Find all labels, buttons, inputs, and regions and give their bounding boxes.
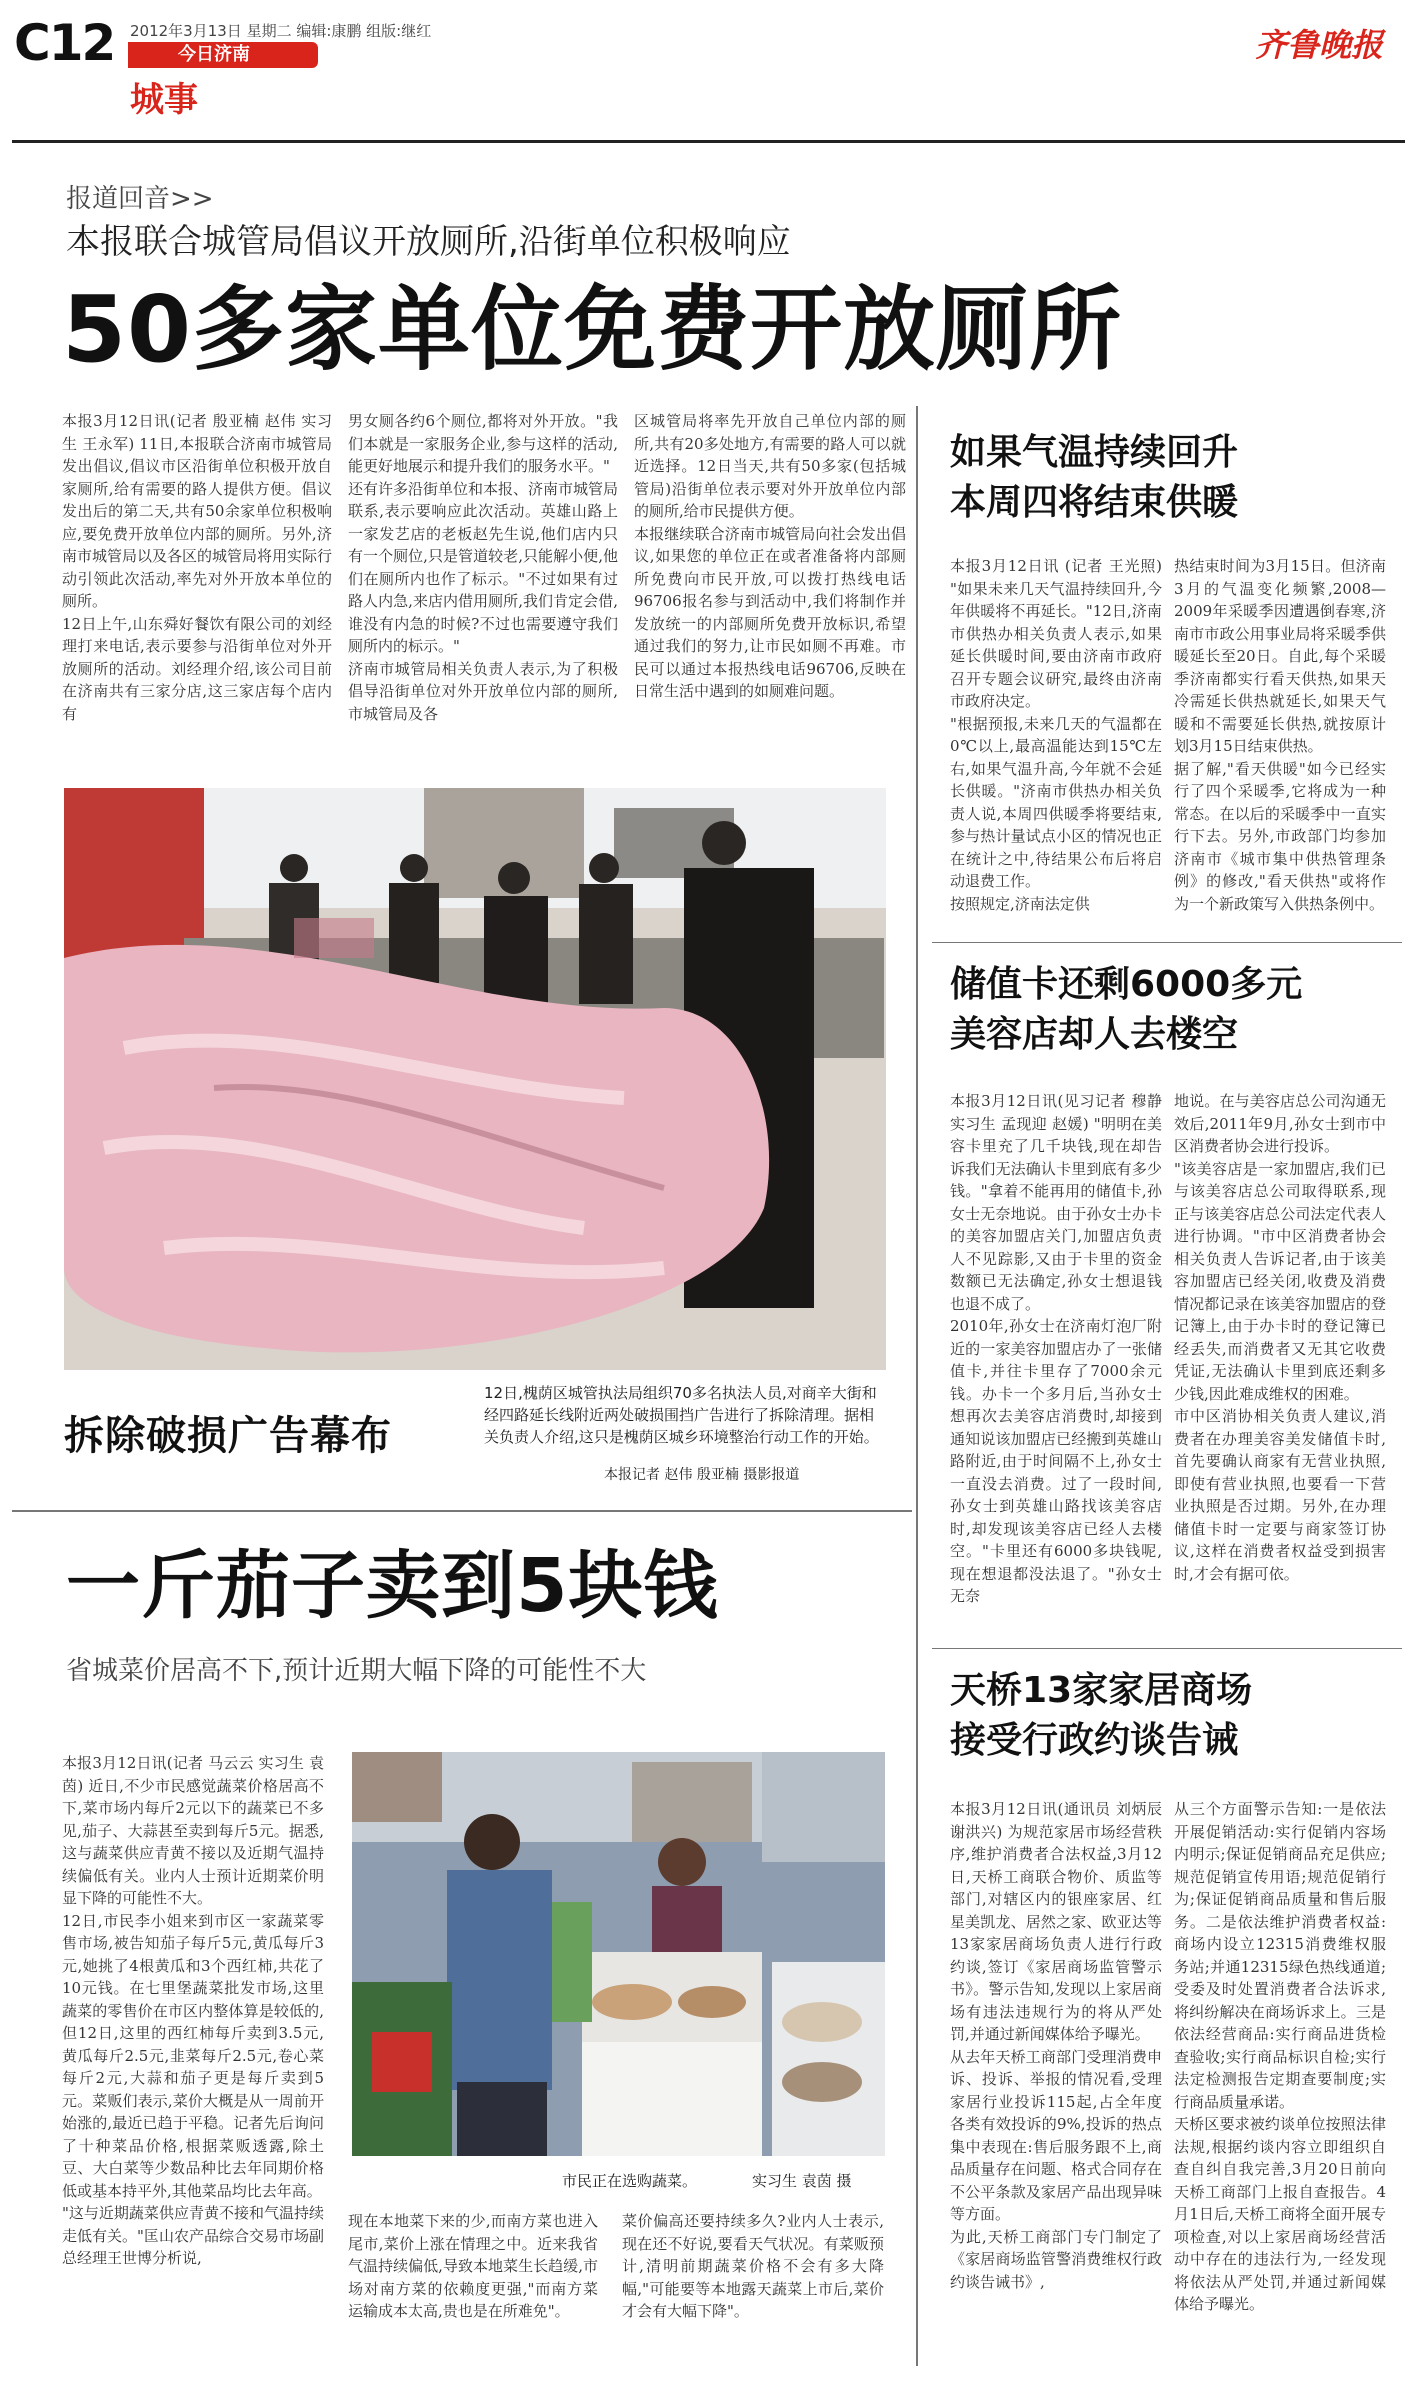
eggplant-subhead: 省城菜价居高不下,预计近期大幅下降的可能性不大: [66, 1656, 647, 1686]
mall-headline-2: 接受行政约谈告诫: [950, 1720, 1239, 1761]
eggplant-column-2: 现在本地菜下来的少,而南方菜也进入尾市,菜价上涨在情理之中。近来我省气温持续偏低,导致本地菜生长趋缓,市场对南方菜的依赖度更强,"而南方菜运输成本太高,贵也是在所难免"。: [348, 2212, 598, 2320]
heating-column-1: 本报3月12日讯 (记者 王光照) "如果未来几天气温持续回升,今年供暖将不再延长。"12日,济南市供热办相关负责人表示,如果延长供暖时间,要由济南市政府召开专题会议研究,最终由济南市政府决定。 "根据预报,未来几天的气温都在0℃以上,最高温能达到15℃左右,如果气温升高,今年就不会延长供暖。"济南市供热办相关负责人说,本周四供暖季将要结束,参与热计量试点小区的情况也正在统计之中,待结果公布后将启动退费工作。 按照规定,济南法定供: [950, 557, 1162, 913]
market-photo-caption: 市民正在选购蔬菜。: [562, 2172, 698, 2190]
column-divider: [916, 406, 918, 2366]
header-rule: [12, 140, 1405, 143]
eggplant-column-1: 本报3月12日讯(记者 马云云 实习生 袁茵) 近日,不少市民感觉蔬菜价格居高不下,菜市场内每斤2元以下的蔬菜已不多见,茄子、大蒜甚至卖到每斤5元。据悉,这与蔬菜供应青黄不接以及近期气温持续偏低有关。业内人士预计近期菜价明显下降的可能性不大。 12日,市民李小姐来到市区一家蔬菜零售市场,被告知茄子每斤5元,黄瓜每斤3元,她挑了4根黄瓜和3个西红柿,共花了10元钱。在七里堡蔬菜批发市场,这里蔬菜的零售价在市区内整体算是较低的,但12日,这里的西红柿每斤卖到3.5元,黄瓜每斤2.5元,韭菜每斤2.5元,卷心菜每斤2元,大蒜和茄子更是每斤卖到5元。菜贩们表示,菜价大概是从一周前开始涨的,最近已趋于平稳。记者先后询问了十种菜品价格,根据菜贩透露,除土豆、大白菜等少数品种比去年同期价格低或基本持平外,其他菜品均比去年高。 "这与近期蔬菜供应青黄不接和气温持续走低有关。"匡山农产品综合交易市场副总经理王世博分析说,: [62, 1754, 324, 2267]
right-divider-2: [932, 1648, 1402, 1649]
lead-column-2: 男女厕各约6个厕位,都将对外开放。"我们本就是一家服务企业,参与这样的活动,能更好地展示和提升我们的服务水平。" 还有许多沿街单位和本报、济南市城管局联系,表示要响应此次活动。英雄山路上一家发艺店的老板赵先生说,他们店内只有一个厕位,只是管道较老,只能解小便,他们在厕所内也作了标示。"不过如果有过路人内急,来店内借用厕所,我们肯定会借,谁没有内急的时候?不过也需要遵守我们厕所内的标示。" 济南市城管局相关负责人表示,为了积极倡导沿街单位对外开放单位内部的厕所,市城管局及各: [348, 412, 618, 723]
lead-kicker: 报道回音>>: [66, 184, 214, 214]
issue-meta: 2012年3月13日 星期二 编辑:康鹏 组版:继红: [130, 22, 432, 40]
lead-headline: 50多家单位免费开放厕所: [62, 276, 1123, 383]
section-name: 城事: [130, 80, 198, 120]
beauty-headline-2: 美容店却人去楼空: [950, 1014, 1239, 1055]
demolition-photo: [64, 788, 886, 1370]
eggplant-headline: 一斤茄子卖到5块钱: [66, 1543, 719, 1629]
market-photo: [352, 1752, 885, 2156]
beauty-headline-1: 储值卡还剩6000多元: [950, 964, 1303, 1005]
lead-column-1: 本报3月12日讯(记者 殷亚楠 赵伟 实习生 王永军) 11日,本报联合济南市城管局发出倡议,倡议市区沿街单位积极开放自家厕所,给有需要的路人提供方便。倡议发出后的第二天,共有50余家单位积极响应,要免费开放单位内部的厕所。另外,济南市城管局以及各区的城管局将用实际行动引领此次活动,率先对外开放本单位的厕所。 12日上午,山东舜好餐饮有限公司的刘经理打来电话,表示要参与沿街单位对外开放厕所的活动。刘经理介绍,该公司目前在济南共有三家分店,这三家店每个店内有: [62, 412, 332, 723]
heating-headline-2: 本周四将结束供暖: [950, 482, 1239, 523]
beauty-column-1: 本报3月12日讯(见习记者 穆静 实习生 孟现迎 赵媛) "明明在美容卡里充了几千块钱,现在却告诉我们无法确认卡里到底有多少钱。"拿着不能再用的储值卡,孙女士无奈地说。由于孙女士办卡的美容加盟店关门,加盟店负责人不见踪影,又由于卡里的资金数额已无法确定,孙女士想退钱也退不成了。 2010年,孙女士在济南灯泡厂附近的一家美容加盟店办了一张储值卡,并往卡里存了7000余元钱。办卡一个多月后,当孙女士想再次去美容店消费时,却接到通知说该加盟店已经搬到英雄山路附近,由于时间隔不上,孙女士一直没去消费。过了一段时间,孙女士到英雄山路找该美容店时,却发现该美容店已经人去楼空。"卡里还有6000多块钱呢,现在想退都没法退了。"孙女士无奈: [950, 1092, 1162, 1605]
lead-subhead: 本报联合城管局倡议开放厕所,沿街单位积极响应: [66, 222, 791, 262]
page-number: C12: [14, 14, 115, 72]
lead-column-3: 区城管局将率先开放自己单位内部的厕所,共有20多处地方,有需要的路人可以就近选择。12日当天,共有50多家(包括城管局)沿街单位表示要对外开放单位内部的厕所,给市民提供方便。 本报继续联合济南市城管局向社会发出倡议,如果您的单位正在或者准备将内部厕所免费向市民开放,可以拨打热线电话96706报名参与到活动中,我们将制作并发放统一的内部厕所免费开放标识,希望通过我们的努力,让市民如厕不再难。市民可以通过本报热线电话96706,反映在日常生活中遇到的如厕难问题。: [634, 412, 906, 700]
section-tag: 今日济南: [128, 42, 318, 68]
newspaper-logo: 齐鲁晚报: [1255, 26, 1384, 64]
beauty-column-2: 地说。在与美容店总公司沟通无效后,2011年9月,孙女士到市中区消费者协会进行投诉。 "该美容店是一家加盟店,我们已与该美容店总公司取得联系,现正与该美容店总公司法定代表人进行协调。"市中区消费者协会相关负责人告诉记者,由于该美容加盟店已经关闭,收费及消费情况都记录在该美容加盟店的登记簿上,由于办卡时的登记簿已经丢失,而消费者又无其它收费凭证,无法确认卡里到底还剩多少钱,因此难成维权的困难。 市中区消协相关负责人建议,消费者在办理美容美发储值卡时,首先要确认商家有无营业执照,即使有营业执照,也要看一下营业执照是否过期。另外,在办理储值卡时一定要与商家签订协议,这样在消费者权益受到损害时,才会有据可依。: [1174, 1092, 1386, 1583]
heating-headline-1: 如果气温持续回升: [950, 432, 1239, 473]
mall-headline-1: 天桥13家家居商场: [950, 1670, 1253, 1711]
mall-column-2: 从三个方面警示告知:一是依法开展促销活动:实行促销内容场内明示;保证促销商品充足供应;规范促销宣传用语;规范促销行为;保证促销商品质量和售后服务。二是依法维护消费者权益:商场内设立12315消费维权服务站;并通12315绿色热线通道;受委及时处置消费者合法诉求,将纠纷解决在商场诉求上。三是依法经营商品:实行商品进货检查验收;实行商品标识自检;实行法定检测报告定期查要制度;实行商品质量承诺。 天桥区要求被约谈单位按照法律法规,根据约谈内容立即组织自查自纠自我完善,3月20日前向天桥工商部门上报自查报告。4月1日后,天桥工商将全面开展专项检查,对以上家居商场经营活动中存在的违法行为,一经发现将依法从严处罚,并通过新闻媒体给予曝光。: [1174, 1800, 1386, 2313]
market-photo-credit: 实习生 袁茵 摄: [752, 2172, 852, 2190]
right-divider-1: [932, 942, 1402, 943]
photo1-title: 拆除破损广告幕布: [64, 1413, 392, 1459]
heating-column-2: 热结束时间为3月15日。但济南3月的气温变化频繁,2008—2009年采暖季因遭遇倒春寒,济南市市政公用事业局将采暖季供暖延长至20日。自此,每个采暖季济南都实行看天供热,如果天冷需延长供热就延长,如果天气暖和不需要延长供热,就按原计划3月15日结束供热。 据了解,"看天供暖"如今已经实行了四个采暖季,它将成为一种常态。在以后的采暖季中一直实行下去。另外,市政部门均参加济南市《城市集中供热管理条例》的修改,"看天供热"或将作为一个新政策写入供热条例中。: [1174, 557, 1386, 913]
eggplant-column-3: 菜价偏高还要持续多久?业内人士表示,现在还不好说,要看天气状况。有菜贩预计,清明前期蔬菜价格不会有多大降幅,"可能要等本地露天蔬菜上市后,菜价才会有大幅下降"。: [622, 2212, 884, 2320]
photo1-caption: 12日,槐荫区城管执法局组织70多名执法人员,对商辛大街和经四路延长线附近两处破损围挡广告进行了拆除清理。据相关负责人介绍,这只是槐荫区城乡环境整治行动工作的开始。: [484, 1384, 879, 1446]
section-divider: [12, 1510, 912, 1512]
photo1-credit: 本报记者 赵伟 殷亚楠 摄影报道: [604, 1467, 800, 1483]
mall-column-1: 本报3月12日讯(通讯员 刘炳辰 谢洪兴) 为规范家居市场经营秩序,维护消费者合法权益,3月12日,天桥工商联合物价、质监等部门,对辖区内的银座家居、红星美凯龙、居然之家、欧亚达等13家家居商场负责人进行行政约谈,签订《家居商场监管警示书》。警示告知,发现以上家居商场有违法违规行为的将从严处罚,并通过新闻媒体给予曝光。 从去年天桥工商部门受理消费申诉、投诉、举报的情况看,受理家居行业投诉115起,占全年度各类有效投诉的9%,投诉的热点集中表现在:售后服务跟不上,商品质量存在问题、格式合同存在不公平条款及家居产品出现异味等方面。 为此,天桥工商部门专门制定了《家居商场监管警消费维权行政约谈告诫书》,: [950, 1800, 1162, 2291]
